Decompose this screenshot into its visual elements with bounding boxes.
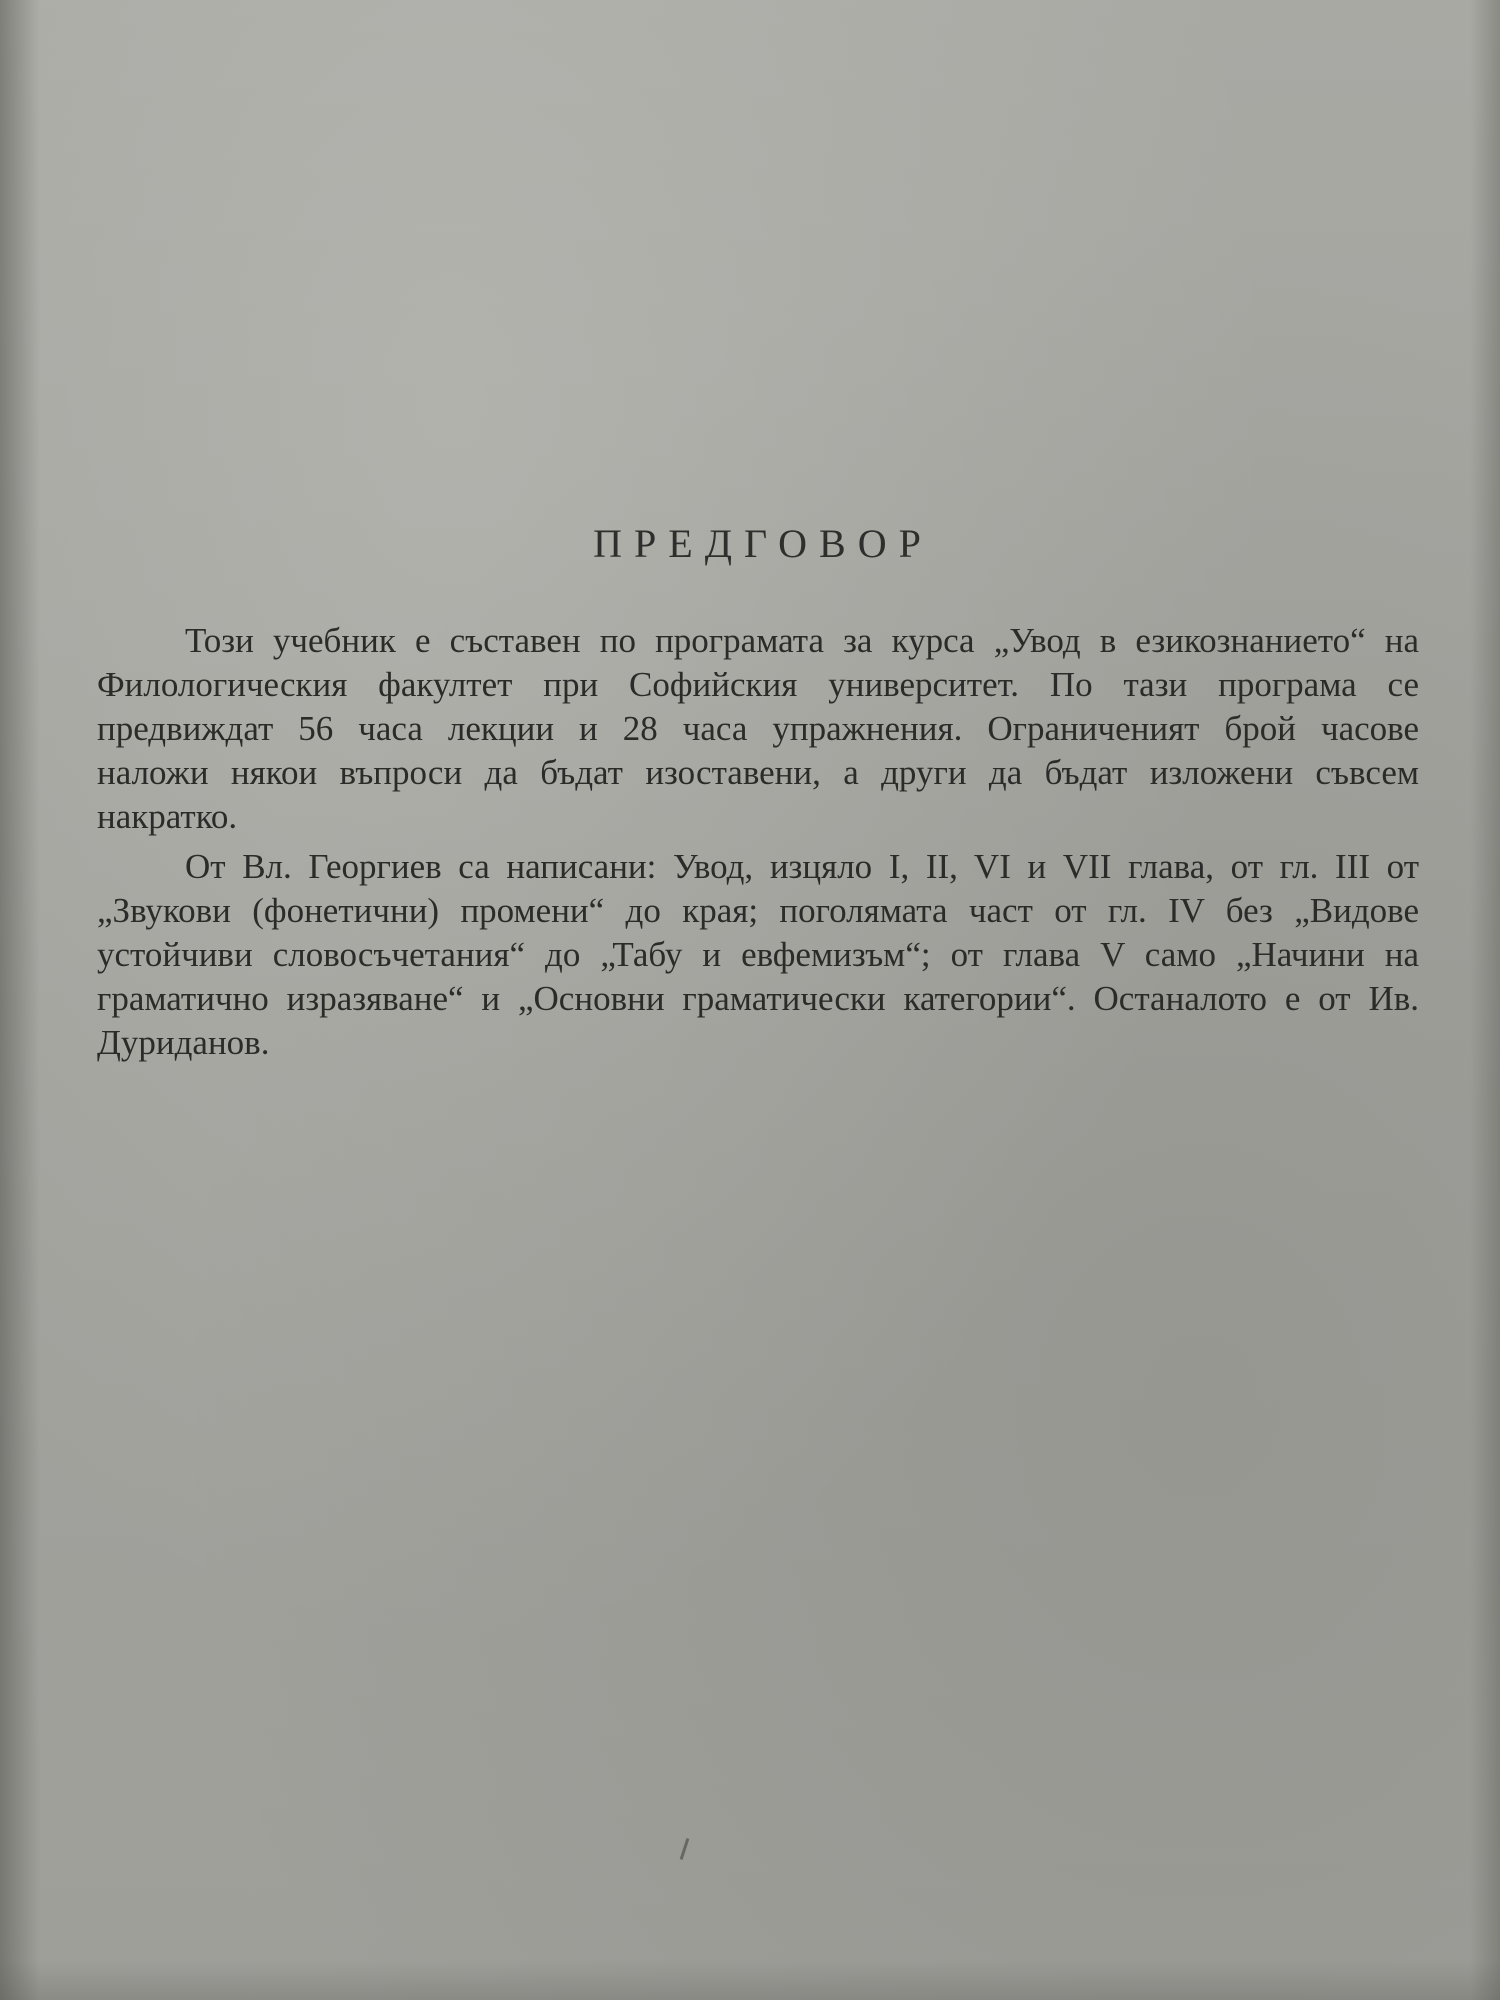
page-edge-shadow-bottom [0,1960,1500,2000]
preface-paragraph-1: Този учебник е съставен по програмата за курса „Увод в езикознанието“ на Филологическия факултет при Софийския университет. По тази програма се предвиждат 56 часа лекции и 28 часа упражнения. Ограниченият брой часове наложи някои въпроси да бъдат изоставени, а други да бъдат изложени съвсем накратко. [97,621,1419,836]
paper-speck [680,1838,690,1860]
page-title: ПРЕДГОВОР [593,521,933,566]
preface-paragraph-2: От Вл. Георгиев са написани: Увод, изцяло I, II, VI и VII глава, от гл. III от „Звукови (фонетични) промени“ до края; поголямата част от гл. IV без „Видове устойчиви словосъчетания“ до „Табу и евфемизъм“; от глава V само „Начини на граматично изразяване“ и „Основни граматически категории“. Останалото е от Ив. Дуриданов. [97,847,1419,1062]
page-edge-shadow-left [0,0,40,2000]
preface-section [97,520,1419,1071]
page-edge-shadow-right [1470,0,1500,2000]
